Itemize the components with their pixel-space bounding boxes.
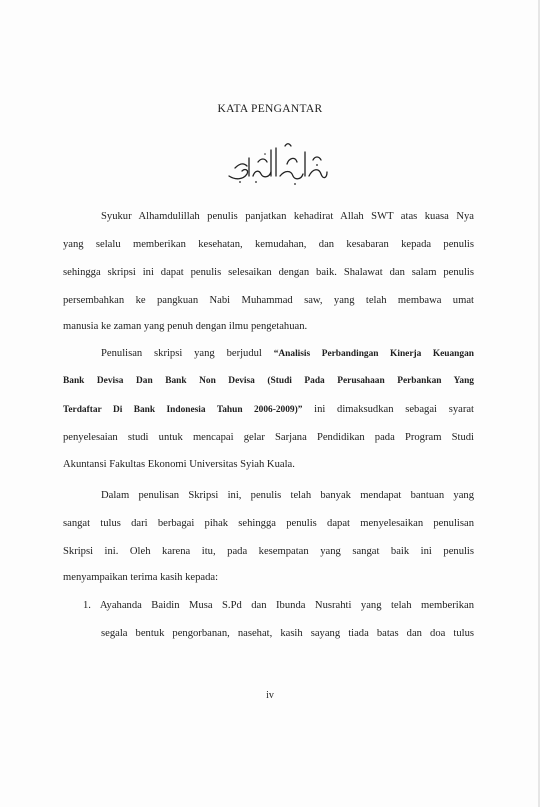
- list-item: 1. Ayahanda Baidin Musa S.Pd dan Ibunda Nusrahti yang telah memberikan: [83, 600, 474, 611]
- paragraph2-line: penyelesaian studi untuk mencapai gelar Sarjana Pendidikan pada Program Studi: [63, 432, 474, 443]
- list-item-continuation: segala bentuk pengorbanan, nasehat, kasih sayang tiada batas dan doa tulus: [101, 628, 474, 639]
- page-number: iv: [266, 690, 274, 701]
- paragraph3-line: menyampaikan terima kasih kepada:: [63, 572, 219, 583]
- paragraph2-text: Penulisan skripsi yang berjudul: [101, 348, 274, 359]
- paragraph2-text: ini dimaksudkan sebagai syarat: [302, 404, 474, 415]
- thesis-title-part: Bank Devisa Dan Bank Non Devisa (Studi Pada Perusahaan Perbankan Yang: [63, 376, 474, 386]
- paragraph1-line: persembahkan ke pangkuan Nabi Muhammad saw, yang telah membawa umat: [63, 295, 474, 306]
- paragraph1-line: sehingga skripsi ini dapat penulis selesaikan dengan baik. Shalawat dan salam penulis: [63, 267, 474, 278]
- paragraph3-line: Skripsi ini. Oleh karena itu, pada kesempatan yang sangat baik ini penulis: [63, 546, 474, 557]
- paragraph3-line: sangat tulus dari berbagai pihak sehingga penulis dapat menyelesaikan penulisan: [63, 518, 474, 529]
- thesis-title-part: “Analisis Perbandingan Kinerja Keuangan: [273, 349, 474, 359]
- page-title: KATA PENGANTAR: [217, 103, 323, 115]
- paragraph1-line: yang selalu memberikan kesehatan, kemudahan, dan kesabaran kepada penulis: [63, 239, 474, 250]
- paragraph2-line: [63, 403, 474, 417]
- paragraph3-line: Dalam penulisan Skripsi ini, penulis telah banyak mendapat bantuan yang: [101, 490, 474, 501]
- paragraph1-line: manusia ke zaman yang penuh dengan ilmu pengetahuan.: [63, 321, 308, 332]
- paragraph2-line: Akuntansi Fakultas Ekonomi Universitas Syiah Kuala.: [63, 459, 295, 470]
- basmala-calligraphy: [225, 140, 330, 186]
- thesis-title-part: Terdaftar Di Bank Indonesia Tahun 2006-2009)”: [63, 405, 303, 415]
- paragraph1-line: Syukur Alhamdulillah penulis panjatkan kehadirat Allah SWT atas kuasa Nya: [101, 211, 474, 222]
- paragraph2-line: [63, 347, 474, 361]
